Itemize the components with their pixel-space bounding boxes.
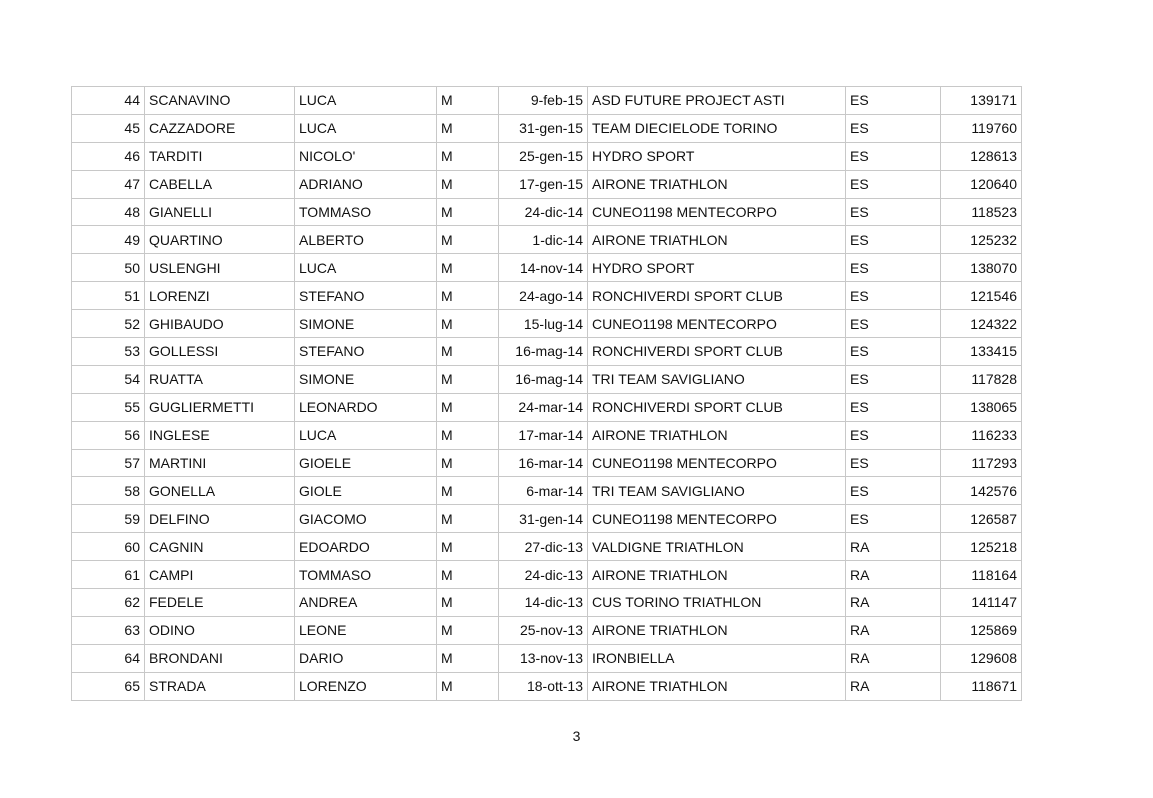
- name-cell: LUCA: [295, 87, 437, 115]
- club-cell: AIRONE TRIATHLON: [588, 616, 846, 644]
- rank-cell: 48: [72, 198, 145, 226]
- gender-cell: M: [437, 477, 499, 505]
- name-cell: STEFANO: [295, 338, 437, 366]
- birthdate-cell: 14-nov-14: [499, 254, 588, 282]
- club-cell: CUS TORINO TRIATHLON: [588, 589, 846, 617]
- card-number-cell: 141147: [941, 589, 1022, 617]
- rank-cell: 63: [72, 616, 145, 644]
- club-cell: TRI TEAM SAVIGLIANO: [588, 365, 846, 393]
- category-cell: ES: [846, 282, 941, 310]
- table-row: [72, 254, 1022, 282]
- name-cell: TOMMASO: [295, 561, 437, 589]
- surname-cell: CAMPI: [145, 561, 295, 589]
- club-cell: IRONBIELLA: [588, 644, 846, 672]
- name-cell: LEONE: [295, 616, 437, 644]
- card-number-cell: 116233: [941, 421, 1022, 449]
- table-row: [72, 672, 1022, 700]
- gender-cell: M: [437, 282, 499, 310]
- gender-cell: M: [437, 449, 499, 477]
- card-number-cell: 118164: [941, 561, 1022, 589]
- gender-cell: M: [437, 644, 499, 672]
- birthdate-cell: 24-mar-14: [499, 393, 588, 421]
- rank-cell: 62: [72, 589, 145, 617]
- club-cell: RONCHIVERDI SPORT CLUB: [588, 338, 846, 366]
- category-cell: RA: [846, 589, 941, 617]
- club-cell: AIRONE TRIATHLON: [588, 226, 846, 254]
- surname-cell: MARTINI: [145, 449, 295, 477]
- table-row: [72, 644, 1022, 672]
- page-number: 3: [572, 728, 581, 744]
- rank-cell: 61: [72, 561, 145, 589]
- card-number-cell: 119760: [941, 114, 1022, 142]
- card-number-cell: 125869: [941, 616, 1022, 644]
- name-cell: LUCA: [295, 254, 437, 282]
- birthdate-cell: 16-mar-14: [499, 449, 588, 477]
- name-cell: SIMONE: [295, 310, 437, 338]
- gender-cell: M: [437, 142, 499, 170]
- surname-cell: CAZZADORE: [145, 114, 295, 142]
- card-number-cell: 139171: [941, 87, 1022, 115]
- club-cell: CUNEO1198 MENTECORPO: [588, 505, 846, 533]
- category-cell: RA: [846, 672, 941, 700]
- table-row: [72, 533, 1022, 561]
- surname-cell: GONELLA: [145, 477, 295, 505]
- category-cell: ES: [846, 87, 941, 115]
- surname-cell: GOLLESSI: [145, 338, 295, 366]
- club-cell: CUNEO1198 MENTECORPO: [588, 449, 846, 477]
- club-cell: AIRONE TRIATHLON: [588, 561, 846, 589]
- table-row: [72, 142, 1022, 170]
- rank-cell: 60: [72, 533, 145, 561]
- category-cell: ES: [846, 393, 941, 421]
- rank-cell: 47: [72, 170, 145, 198]
- table-row: [72, 561, 1022, 589]
- gender-cell: M: [437, 310, 499, 338]
- club-cell: CUNEO1198 MENTECORPO: [588, 198, 846, 226]
- card-number-cell: 117293: [941, 449, 1022, 477]
- card-number-cell: 118671: [941, 672, 1022, 700]
- birthdate-cell: 15-lug-14: [499, 310, 588, 338]
- table-row: [72, 589, 1022, 617]
- gender-cell: M: [437, 170, 499, 198]
- card-number-cell: 120640: [941, 170, 1022, 198]
- category-cell: ES: [846, 142, 941, 170]
- card-number-cell: 125232: [941, 226, 1022, 254]
- table-row: [72, 505, 1022, 533]
- card-number-cell: 138070: [941, 254, 1022, 282]
- card-number-cell: 142576: [941, 477, 1022, 505]
- surname-cell: USLENGHI: [145, 254, 295, 282]
- surname-cell: GIANELLI: [145, 198, 295, 226]
- club-cell: AIRONE TRIATHLON: [588, 421, 846, 449]
- card-number-cell: 126587: [941, 505, 1022, 533]
- rank-cell: 53: [72, 338, 145, 366]
- birthdate-cell: 24-dic-14: [499, 198, 588, 226]
- surname-cell: STRADA: [145, 672, 295, 700]
- rank-cell: 50: [72, 254, 145, 282]
- birthdate-cell: 27-dic-13: [499, 533, 588, 561]
- table-row: [72, 338, 1022, 366]
- club-cell: TEAM DIECIELODE TORINO: [588, 114, 846, 142]
- name-cell: LEONARDO: [295, 393, 437, 421]
- category-cell: RA: [846, 644, 941, 672]
- club-cell: RONCHIVERDI SPORT CLUB: [588, 282, 846, 310]
- category-cell: ES: [846, 170, 941, 198]
- club-cell: RONCHIVERDI SPORT CLUB: [588, 393, 846, 421]
- birthdate-cell: 25-gen-15: [499, 142, 588, 170]
- birthdate-cell: 17-gen-15: [499, 170, 588, 198]
- category-cell: RA: [846, 533, 941, 561]
- club-cell: ASD FUTURE PROJECT ASTI: [588, 87, 846, 115]
- rank-cell: 55: [72, 393, 145, 421]
- birthdate-cell: 31-gen-15: [499, 114, 588, 142]
- name-cell: LUCA: [295, 114, 437, 142]
- gender-cell: M: [437, 589, 499, 617]
- table-row: [72, 393, 1022, 421]
- category-cell: ES: [846, 198, 941, 226]
- birthdate-cell: 18-ott-13: [499, 672, 588, 700]
- name-cell: LUCA: [295, 421, 437, 449]
- club-cell: AIRONE TRIATHLON: [588, 170, 846, 198]
- surname-cell: FEDELE: [145, 589, 295, 617]
- name-cell: ADRIANO: [295, 170, 437, 198]
- table-row: [72, 114, 1022, 142]
- surname-cell: RUATTA: [145, 365, 295, 393]
- birthdate-cell: 6-mar-14: [499, 477, 588, 505]
- category-cell: ES: [846, 254, 941, 282]
- card-number-cell: 128613: [941, 142, 1022, 170]
- birthdate-cell: 16-mag-14: [499, 338, 588, 366]
- surname-cell: GUGLIERMETTI: [145, 393, 295, 421]
- category-cell: ES: [846, 421, 941, 449]
- name-cell: EDOARDO: [295, 533, 437, 561]
- birthdate-cell: 24-ago-14: [499, 282, 588, 310]
- rank-cell: 45: [72, 114, 145, 142]
- gender-cell: M: [437, 616, 499, 644]
- category-cell: ES: [846, 505, 941, 533]
- surname-cell: TARDITI: [145, 142, 295, 170]
- rank-cell: 65: [72, 672, 145, 700]
- club-cell: HYDRO SPORT: [588, 142, 846, 170]
- category-cell: ES: [846, 226, 941, 254]
- card-number-cell: 133415: [941, 338, 1022, 366]
- category-cell: ES: [846, 114, 941, 142]
- birthdate-cell: 1-dic-14: [499, 226, 588, 254]
- gender-cell: M: [437, 198, 499, 226]
- surname-cell: CABELLA: [145, 170, 295, 198]
- category-cell: ES: [846, 477, 941, 505]
- surname-cell: LORENZI: [145, 282, 295, 310]
- table-row: [72, 310, 1022, 338]
- athlete-table-body: [72, 87, 1022, 701]
- table-row: [72, 87, 1022, 115]
- surname-cell: SCANAVINO: [145, 87, 295, 115]
- card-number-cell: 138065: [941, 393, 1022, 421]
- birthdate-cell: 16-mag-14: [499, 365, 588, 393]
- rank-cell: 52: [72, 310, 145, 338]
- rank-cell: 44: [72, 87, 145, 115]
- rank-cell: 58: [72, 477, 145, 505]
- surname-cell: CAGNIN: [145, 533, 295, 561]
- name-cell: SIMONE: [295, 365, 437, 393]
- name-cell: DARIO: [295, 644, 437, 672]
- gender-cell: M: [437, 226, 499, 254]
- name-cell: GIACOMO: [295, 505, 437, 533]
- rank-cell: 46: [72, 142, 145, 170]
- rank-cell: 54: [72, 365, 145, 393]
- rank-cell: 57: [72, 449, 145, 477]
- birthdate-cell: 17-mar-14: [499, 421, 588, 449]
- gender-cell: M: [437, 672, 499, 700]
- surname-cell: INGLESE: [145, 421, 295, 449]
- gender-cell: M: [437, 505, 499, 533]
- gender-cell: M: [437, 87, 499, 115]
- card-number-cell: 129608: [941, 644, 1022, 672]
- name-cell: STEFANO: [295, 282, 437, 310]
- table-row: [72, 421, 1022, 449]
- birthdate-cell: 31-gen-14: [499, 505, 588, 533]
- table-row: [72, 282, 1022, 310]
- table-row: [72, 477, 1022, 505]
- table-row: [72, 170, 1022, 198]
- gender-cell: M: [437, 365, 499, 393]
- name-cell: NICOLO': [295, 142, 437, 170]
- birthdate-cell: 14-dic-13: [499, 589, 588, 617]
- gender-cell: M: [437, 338, 499, 366]
- name-cell: GIOLE: [295, 477, 437, 505]
- gender-cell: M: [437, 533, 499, 561]
- surname-cell: DELFINO: [145, 505, 295, 533]
- birthdate-cell: 13-nov-13: [499, 644, 588, 672]
- card-number-cell: 118523: [941, 198, 1022, 226]
- card-number-cell: 117828: [941, 365, 1022, 393]
- name-cell: ANDREA: [295, 589, 437, 617]
- gender-cell: M: [437, 254, 499, 282]
- gender-cell: M: [437, 393, 499, 421]
- club-cell: CUNEO1198 MENTECORPO: [588, 310, 846, 338]
- club-cell: HYDRO SPORT: [588, 254, 846, 282]
- birthdate-cell: 24-dic-13: [499, 561, 588, 589]
- surname-cell: GHIBAUDO: [145, 310, 295, 338]
- category-cell: ES: [846, 338, 941, 366]
- table-row: [72, 365, 1022, 393]
- table-row: [72, 198, 1022, 226]
- name-cell: LORENZO: [295, 672, 437, 700]
- club-cell: TRI TEAM SAVIGLIANO: [588, 477, 846, 505]
- card-number-cell: 125218: [941, 533, 1022, 561]
- name-cell: ALBERTO: [295, 226, 437, 254]
- birthdate-cell: 9-feb-15: [499, 87, 588, 115]
- table-row: [72, 226, 1022, 254]
- card-number-cell: 124322: [941, 310, 1022, 338]
- club-cell: VALDIGNE TRIATHLON: [588, 533, 846, 561]
- surname-cell: ODINO: [145, 616, 295, 644]
- rank-cell: 64: [72, 644, 145, 672]
- surname-cell: QUARTINO: [145, 226, 295, 254]
- rank-cell: 56: [72, 421, 145, 449]
- surname-cell: BRONDANI: [145, 644, 295, 672]
- name-cell: TOMMASO: [295, 198, 437, 226]
- rank-cell: 59: [72, 505, 145, 533]
- category-cell: RA: [846, 561, 941, 589]
- table-row: [72, 449, 1022, 477]
- gender-cell: M: [437, 421, 499, 449]
- rank-cell: 51: [72, 282, 145, 310]
- category-cell: ES: [846, 449, 941, 477]
- card-number-cell: 121546: [941, 282, 1022, 310]
- birthdate-cell: 25-nov-13: [499, 616, 588, 644]
- gender-cell: M: [437, 114, 499, 142]
- rank-cell: 49: [72, 226, 145, 254]
- category-cell: RA: [846, 616, 941, 644]
- club-cell: AIRONE TRIATHLON: [588, 672, 846, 700]
- athlete-table: [71, 86, 1022, 701]
- gender-cell: M: [437, 561, 499, 589]
- name-cell: GIOELE: [295, 449, 437, 477]
- table-row: [72, 616, 1022, 644]
- category-cell: ES: [846, 310, 941, 338]
- category-cell: ES: [846, 365, 941, 393]
